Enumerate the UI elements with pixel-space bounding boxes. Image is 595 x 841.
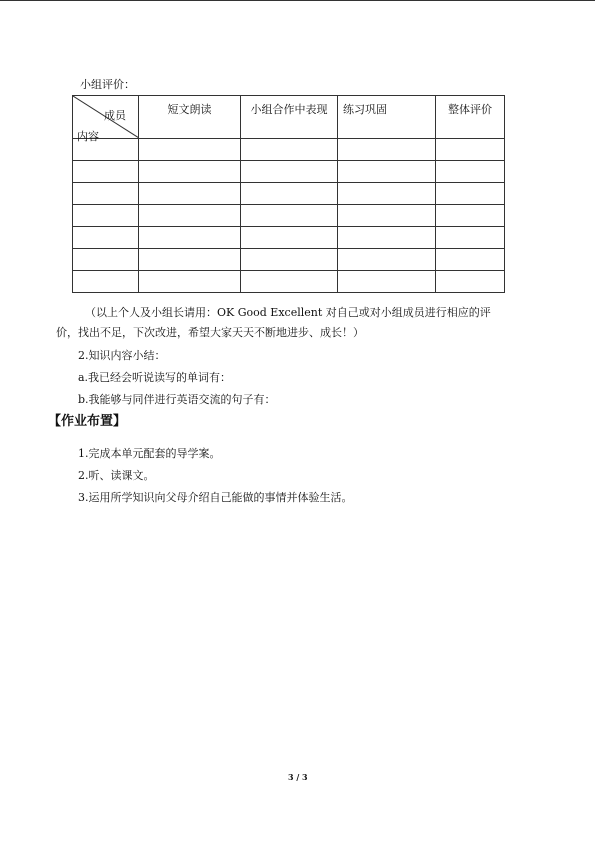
corner-row-label: 内容: [77, 130, 99, 143]
table-cell[interactable]: [241, 205, 338, 227]
table-cell[interactable]: [73, 205, 139, 227]
page-number: 3 / 3: [288, 772, 308, 782]
table-cell[interactable]: [241, 183, 338, 205]
table-cell[interactable]: [241, 139, 338, 161]
table-cell[interactable]: [241, 227, 338, 249]
table-cell[interactable]: [436, 227, 505, 249]
table-cell[interactable]: [73, 183, 139, 205]
table-row: [73, 161, 505, 183]
table-cell[interactable]: [241, 161, 338, 183]
column-header: 短文朗读: [139, 96, 241, 139]
table-cell[interactable]: [139, 183, 241, 205]
table-cell[interactable]: [436, 249, 505, 271]
table-row: [73, 183, 505, 205]
table-cell[interactable]: [338, 161, 436, 183]
homework-item: 3.运用所学知识向父母介绍自己能做的事情并体验生活。: [78, 491, 353, 504]
table-cell[interactable]: [73, 249, 139, 271]
table-cell[interactable]: [338, 271, 436, 293]
table-cell[interactable]: [436, 271, 505, 293]
table-cell[interactable]: [338, 183, 436, 205]
homework-item: 2.听、读课文。: [78, 469, 155, 482]
table-cell[interactable]: [436, 139, 505, 161]
table-cell[interactable]: [139, 271, 241, 293]
summary-title: 2.知识内容小结：: [78, 349, 166, 362]
table-cell[interactable]: [73, 271, 139, 293]
table-header-row: [73, 96, 505, 139]
table-cell[interactable]: [139, 205, 241, 227]
table-cell[interactable]: [139, 227, 241, 249]
table-cell[interactable]: [338, 227, 436, 249]
table-cell[interactable]: [241, 249, 338, 271]
table-cell[interactable]: [436, 183, 505, 205]
table-cell[interactable]: [139, 161, 241, 183]
table-cell[interactable]: [241, 271, 338, 293]
table-cell[interactable]: [338, 249, 436, 271]
table-cell[interactable]: [338, 139, 436, 161]
table-cell[interactable]: [73, 227, 139, 249]
homework-heading: 【作业布置】: [48, 414, 127, 429]
table-cell[interactable]: [436, 161, 505, 183]
table-cell[interactable]: [338, 205, 436, 227]
table-row: [73, 227, 505, 249]
evaluation-table: [72, 95, 505, 293]
homework-item: 1.完成本单元配套的导学案。: [78, 447, 221, 460]
table-row: [73, 249, 505, 271]
column-header: 整体评价: [436, 96, 505, 139]
table-caption: 小组评价：: [80, 78, 135, 91]
table-cell[interactable]: [139, 249, 241, 271]
table-cell[interactable]: [436, 205, 505, 227]
page-top-rule: [0, 0, 595, 1]
column-header: 练习巩固: [338, 96, 436, 139]
summary-item-a: a.我已经会听说读写的单词有：: [78, 371, 232, 384]
evaluation-note-line-2: 价，找出不足，下次改进，希望大家天天不断地进步、成长！）: [56, 326, 364, 339]
table-corner-cell: [73, 96, 139, 143]
table-row: [73, 271, 505, 293]
table-cell[interactable]: [139, 139, 241, 161]
evaluation-note-line-1: （以上个人及小组长请用：OK Good Excellent 对自己或对小组成员进行相应的评: [85, 306, 491, 319]
table-row: [73, 205, 505, 227]
table-row: [73, 139, 505, 161]
table-cell[interactable]: [73, 161, 139, 183]
corner-column-label: 成员: [104, 109, 126, 122]
summary-item-b: b.我能够与同伴进行英语交流的句子有：: [78, 393, 276, 406]
column-header: 小组合作中表现: [241, 96, 338, 139]
